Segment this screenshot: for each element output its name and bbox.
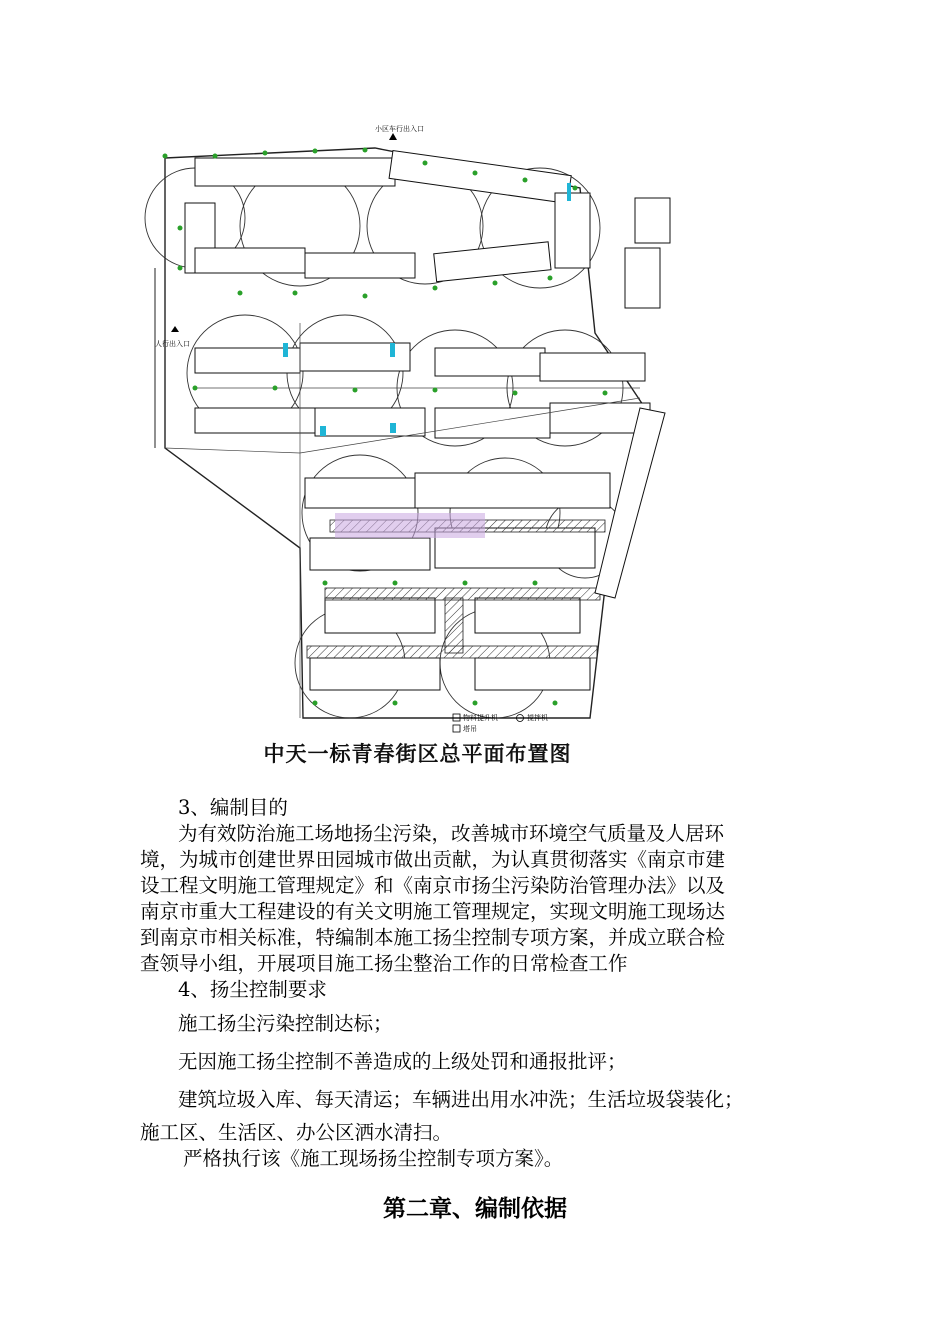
section-3-para-line: 到南京市相关标准，特编制本施工扬尘控制专项方案，并成立联合检 (140, 926, 726, 949)
building-row-2 (195, 343, 650, 438)
requirement-item: 施工扬尘污染控制达标； (178, 1012, 393, 1035)
requirement-item: 无因施工扬尘控制不善造成的上级处罚和通报批评； (178, 1050, 627, 1073)
requirement-item: 严格执行该《施工现场扬尘控制专项方案》。 (183, 1147, 564, 1170)
section-3-para-line: 南京市重大工程建设的有关文明施工管理规定，实现文明施工现场达 (140, 900, 726, 923)
figure-legend (453, 713, 548, 733)
legend-mixer-label: 搅拌机 (527, 714, 548, 722)
section-3-title: 3、编制目的 (178, 796, 288, 819)
entrance-arrow-icon (171, 326, 179, 332)
legend-tower-label: 塔吊 (463, 725, 477, 733)
entrance-arrow-icon (389, 133, 397, 140)
section-3-para-line: 为有效防治施工场地扬尘污染，改善城市环境空气质量及人居环 (178, 822, 725, 845)
chapter-heading: 第二章、编制依据 (383, 1195, 567, 1222)
tower-crane-legend-icon (453, 725, 460, 732)
requirement-item: 施工区、生活区、办公区洒水清扫。 (140, 1121, 453, 1144)
figure-caption: 中天一标青春街区总平面布置图 (263, 742, 572, 766)
requirement-item: 建筑垃圾入库、每天清运；车辆进出用水冲洗；生活垃圾袋装化； (178, 1088, 744, 1111)
site-plan-figure (135, 118, 700, 743)
section-3-para-line: 设工程文明施工管理规定》和《南京市扬尘污染防治管理办法》以及 (140, 874, 726, 897)
pedestrian-entrance-label: 人行出入口 (155, 340, 190, 348)
material-area (335, 513, 485, 538)
site-plan-drawing (135, 118, 700, 743)
vehicle-entrance-label: 小区车行出入口 (375, 125, 424, 133)
section-3-para-line: 查领导小组，开展项目施工扬尘整治工作的日常检查工作 (140, 952, 628, 975)
section-3-para-line: 境，为城市创建世界田园城市做出贡献，为认真贯彻落实《南京市建 (140, 848, 726, 871)
legend-hoist-label: 物料提升机 (463, 714, 498, 722)
wash-points (283, 183, 571, 436)
section-4-title: 4、扬尘控制要求 (178, 978, 327, 1001)
